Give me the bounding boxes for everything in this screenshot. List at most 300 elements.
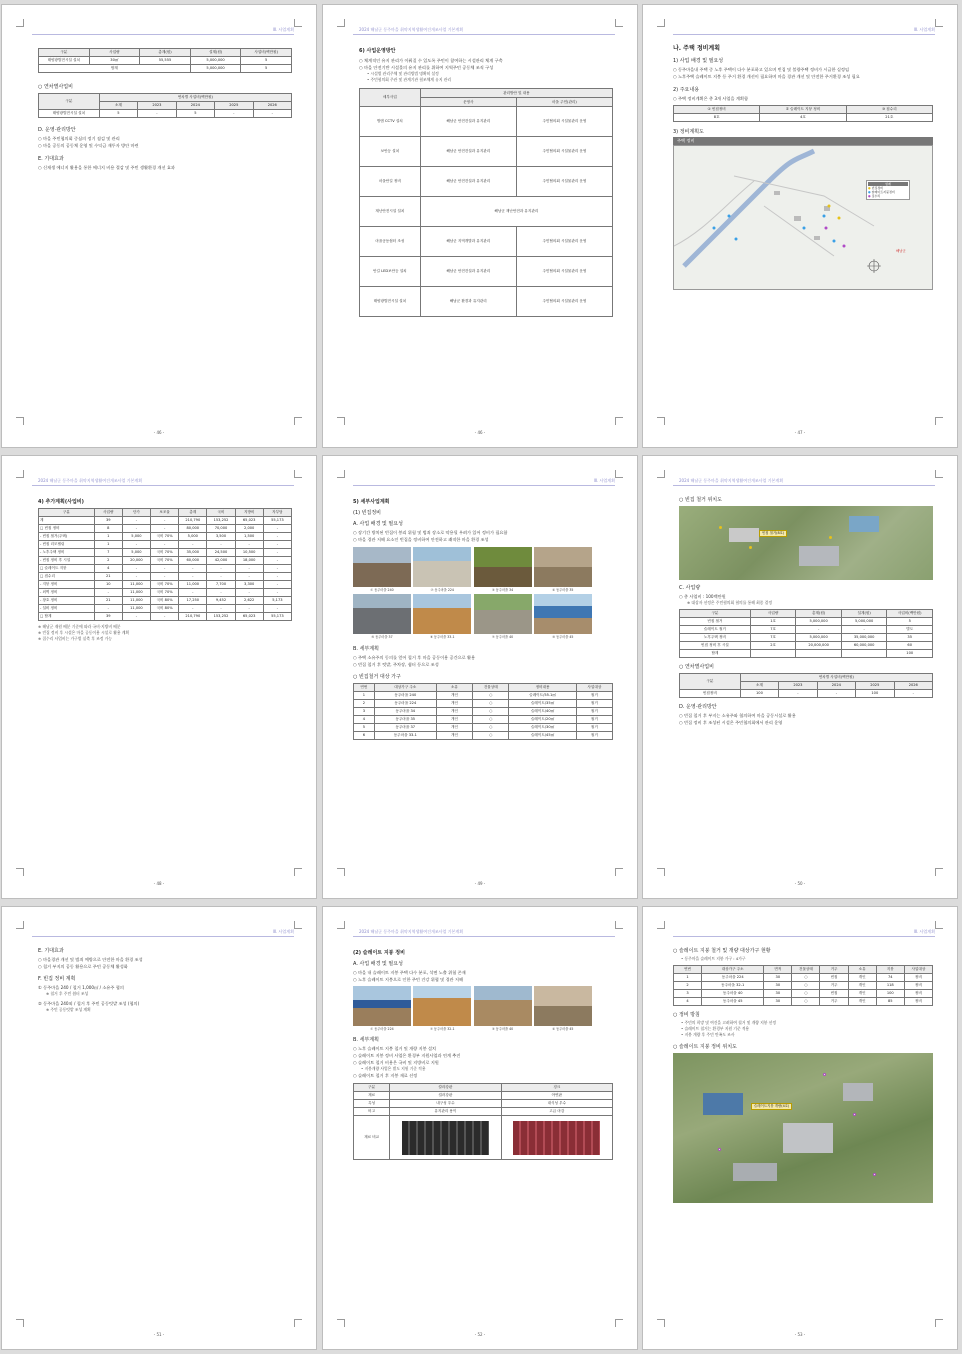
th: 사업량 (89, 49, 140, 57)
photo (534, 986, 592, 1031)
crop-mark (615, 19, 623, 27)
page-content (679, 492, 933, 726)
crop-mark (935, 470, 943, 478)
crop-mark (935, 921, 943, 929)
td: 별도 (887, 626, 933, 634)
crop-mark (935, 868, 943, 876)
management-table (359, 88, 613, 317)
crop-mark (337, 417, 345, 425)
map-graphic (674, 146, 924, 290)
td: 태양광발전시설 설치 (39, 110, 100, 118)
td: 10,500 (235, 549, 263, 557)
table-row (39, 533, 292, 541)
td: 11,000 (179, 581, 207, 589)
bullet: ○ 마을경관 개선 및 범죄 예방으로 안전한 마을 환경 조성 (38, 957, 143, 962)
td: 18,000 (235, 557, 263, 565)
td: 철거 (576, 716, 612, 724)
page-content (359, 41, 613, 320)
th: 대상가구 주소 (702, 966, 764, 974)
housing-summary-table (673, 105, 933, 122)
section-heading: D. 운영·관리방안 (679, 704, 717, 710)
td: - (235, 605, 263, 613)
td: 5,000,000 (190, 65, 241, 73)
bullet: ○ 철거 부지의 공동 활용으로 주민 공동체 활성화 (38, 964, 128, 969)
photo-caption: ① 동주마을 224 (370, 1027, 394, 1031)
td: 30㎡ (89, 57, 140, 65)
td: - (179, 541, 207, 549)
sub-bullet: • 지붕개량 사업은 별도 지원 기준 적용 (361, 1066, 426, 1071)
td: 동주마을 37 (374, 724, 436, 732)
td: 70,000 (207, 525, 235, 533)
th: 국비 (207, 509, 235, 517)
running-header: 2024 해남군 동주마을 취약지역생활여건개조사업 기본계획 (38, 478, 143, 483)
th: 사업비(백만원) (241, 49, 292, 57)
td: - (235, 565, 263, 573)
td: 개인 (436, 708, 472, 716)
td: 11,000 (122, 581, 150, 589)
td: - (263, 533, 291, 541)
td: ○ (473, 708, 509, 716)
td: 2,000 (235, 525, 263, 533)
td: 국비 70% (151, 557, 179, 565)
table-row (39, 605, 292, 613)
td: 9,452 (207, 597, 235, 605)
td: 100 (876, 990, 904, 998)
td: ○ (473, 700, 509, 708)
section-heading: C. 사업량 (679, 585, 701, 591)
td: 5,173 (263, 597, 291, 605)
td: 주민협의회 시설물관리 운영 (516, 107, 612, 137)
td: - 지붕 정비 (39, 581, 95, 589)
td: 35 (887, 634, 933, 642)
section-heading: 2) 주요내용 (673, 87, 700, 93)
td: 1 (94, 533, 122, 541)
td: 거주 (820, 998, 848, 1006)
section-heading: E. 기대효과 (38, 948, 64, 954)
td: 2 (94, 557, 122, 565)
th: 정비내용 (509, 684, 576, 692)
td: - (263, 581, 291, 589)
page-content (673, 41, 933, 290)
td: □ 합계 (39, 613, 95, 621)
td: 해남군 지역개발과 유지관리 (420, 227, 516, 257)
table-row (354, 708, 613, 716)
td: 컬러강판 (390, 1092, 501, 1100)
table-row (680, 642, 933, 650)
table-row (39, 557, 292, 565)
td: 30 (764, 974, 792, 982)
page-content (38, 943, 292, 1013)
td: 11,000 (122, 605, 150, 613)
section-heading: ○ 빈집철거 대상 가구 (353, 674, 401, 680)
td: 153,252 (207, 517, 235, 525)
crop-mark (615, 868, 623, 876)
td: ○ (473, 732, 509, 740)
photo (474, 594, 532, 639)
td: 5 (241, 65, 292, 73)
td: - (841, 626, 887, 634)
crop-mark (337, 470, 345, 478)
td: - (151, 541, 179, 549)
th: 면적 (764, 966, 792, 974)
bullet: ○ 마을 내 슬레이트 지붕 주택 다수 분포, 석면 노출 위험 존재 (353, 970, 466, 975)
table-row (354, 732, 613, 740)
th: 세부사업 (360, 89, 421, 107)
td: 24,500 (207, 549, 235, 557)
bullet: ○ 체계적인 유지 관리가 이뤄질 수 있도록 주민이 참여하는 시설관리 체계 구축 (359, 58, 503, 63)
note: ※ 대상자 선정은 주민협의회 협의를 통해 최종 결정 (687, 600, 772, 605)
td: 방범 CCTV 설치 (360, 107, 421, 137)
page-8 (322, 906, 638, 1350)
td: 아연판 (501, 1092, 612, 1100)
td: 개인 (436, 692, 472, 700)
td: 5,000 (179, 533, 207, 541)
td: 80,000 (179, 525, 207, 533)
section-heading: ○ 슬레이트 지붕 정비 위치도 (673, 1044, 737, 1050)
td: 동주마을 40 (702, 990, 764, 998)
td: 21호 (846, 114, 932, 122)
td: 태양광발전시설 설치 (360, 287, 421, 317)
header-rule (32, 485, 294, 486)
td: - 노후주택 정비 (39, 549, 95, 557)
td: 해남군 환경과 유지관리 (420, 287, 516, 317)
td: 2 (354, 700, 375, 708)
section-heading: B. 세부계획 (353, 646, 379, 652)
td: 1 (354, 692, 375, 700)
td: 5 (176, 110, 214, 118)
td: 7,700 (207, 581, 235, 589)
bullet: ○ 주택 정비계획은 총 3개 사업을 계획함 (673, 96, 748, 101)
td: 거주 (820, 982, 848, 990)
table-row (39, 565, 292, 573)
table-row (39, 589, 292, 597)
section-title: (2) 슬레이트 지붕 정비 (353, 950, 405, 956)
crop-mark (16, 470, 24, 478)
section-heading: ○ 빈집 철거 위치도 (679, 497, 722, 503)
td: 4 (354, 716, 375, 724)
td: 2 (674, 982, 702, 990)
th: 구분 (39, 94, 100, 110)
photo (413, 594, 471, 639)
map-legend: 범례 ● 빈집정비 ● 슬레이트지붕정비 ● 집수리 (866, 180, 910, 200)
td: - (207, 541, 235, 549)
section-heading: D. 운영·관리방안 (38, 127, 76, 133)
td: 3,300 (235, 581, 263, 589)
td: 10 (94, 581, 122, 589)
aerial-photo (679, 506, 933, 580)
note: ※ 집수리 사업비는 가구별 실측 후 조정 가능 (38, 636, 112, 641)
page-1 (1, 4, 317, 448)
td: 슬레이트/20㎡ (509, 716, 576, 724)
td: 55,555 (140, 57, 191, 65)
td: 35,000 (179, 549, 207, 557)
td: 55,173 (263, 517, 291, 525)
bullet: ○ 마을 주민협의회 중심의 정기 점검 및 관리 (38, 136, 120, 141)
td: 21 (94, 573, 122, 581)
td: 1호 (750, 618, 796, 626)
photo-row (353, 547, 613, 592)
td: 74 (876, 974, 904, 982)
td: 개인 (848, 982, 876, 990)
td: 안길 LED보안등 설치 (360, 257, 421, 287)
td: 5,000 (122, 533, 150, 541)
crop-mark (294, 868, 302, 876)
crop-mark (657, 921, 665, 929)
td: - (817, 690, 855, 698)
td: 재료 비교 (354, 1116, 390, 1160)
photo-caption: ⑧ 동주마을 45 (552, 635, 574, 639)
photo-row (353, 594, 613, 639)
th: 구분 (39, 49, 90, 57)
td: 비고 (354, 1108, 390, 1116)
photo (353, 986, 411, 1031)
td: 동주마을 240 (374, 692, 436, 700)
photo (534, 547, 592, 592)
td: 내구성 우수 (390, 1100, 501, 1108)
bullet: ○ 노후 슬레이트 지붕 철거 및 개량 지붕 설치 (353, 1046, 437, 1051)
td: 118 (876, 982, 904, 990)
td: 2호 (750, 642, 796, 650)
td: 5,000 (122, 549, 150, 557)
td: ○ (792, 974, 820, 982)
td: 55,173 (263, 613, 291, 621)
section-heading: A. 사업 배경 및 필요성 (353, 521, 403, 527)
td: 유지관리 용이 (390, 1108, 501, 1116)
td: 210,790 (179, 517, 207, 525)
td: 5 (887, 618, 933, 626)
th: 총계(원) (796, 610, 842, 618)
bullet: ○ 노후 슬레이트 지붕으로 인한 주민 건강 위협 및 경관 저해 (353, 977, 464, 982)
th: 2023 (138, 102, 176, 110)
td: 특성 (354, 1100, 390, 1108)
td: 100 (856, 690, 894, 698)
td: 5,000,000 (841, 618, 887, 626)
table-row (680, 626, 933, 634)
table-row (674, 974, 933, 982)
td: 국비 70% (151, 533, 179, 541)
bullet: ○ 장기간 방치된 빈집이 붕괴 위험 및 범죄 장소로 악용될 우려가 있어 정비가 필요함 (353, 530, 508, 535)
td: - (263, 557, 291, 565)
crop-mark (16, 417, 24, 425)
page-number: - 46 - (474, 430, 486, 435)
td: - 설비 정비 (39, 605, 95, 613)
th: 대상가구 주소 (374, 684, 436, 692)
cost-table (38, 508, 292, 621)
table-row (39, 525, 292, 533)
td: - (235, 573, 263, 581)
page-content (353, 492, 613, 743)
photo (353, 594, 411, 639)
table-row (680, 634, 933, 642)
td: 개인 (848, 990, 876, 998)
td: 주민협의회 시설물관리 운영 (516, 287, 612, 317)
note: ※ 주민 공동텃밭 조성 계획 (46, 1007, 91, 1012)
section-heading: A. 사업 배경 및 필요성 (353, 961, 403, 967)
page-4 (1, 455, 317, 899)
td: - (122, 517, 150, 525)
td: 153,252 (207, 613, 235, 621)
td: - (179, 589, 207, 597)
th: 사업대상 (576, 684, 612, 692)
th: 사업대상 (904, 966, 932, 974)
photo-caption: ① 동주마을 240 (370, 588, 394, 592)
page-content (38, 492, 292, 642)
bullet: ○ 슬레이트 철거 후 지붕 재료 선정 (353, 1073, 418, 1078)
td: - 외벽 정비 (39, 589, 95, 597)
td: 정비 (904, 974, 932, 982)
th: 소유 (848, 966, 876, 974)
crop-mark (657, 470, 665, 478)
th: 단가 (122, 509, 150, 517)
td: 동주마을 33-1 (374, 732, 436, 740)
section-title: 6) 사업운영방안 (359, 48, 396, 54)
bullet: ○ 빈집 철거 후 텃밭, 주차장, 쉼터 등으로 조성 (353, 662, 439, 667)
page-number: - 52 - (474, 1332, 486, 1337)
th: 칼라강판 (390, 1084, 501, 1092)
map-brand: 해남군 (896, 249, 906, 253)
section-heading: ○ 정비 방침 (673, 1012, 700, 1018)
th: 구분 (680, 674, 741, 690)
th: 자부담 (263, 509, 291, 517)
td: - (151, 613, 179, 621)
td: 20,000 (122, 557, 150, 565)
td: 4 (674, 998, 702, 1006)
th: 총계(원) (140, 49, 191, 57)
th: 연차별 사업비(백만원) (740, 674, 932, 682)
bullet: ○ 노후주택 슬레이트 지붕 등 주거 환경 개선이 필요하며 마을 경관 개선 및 안전한 주거환경 조성 필요 (673, 74, 860, 79)
th: ② 슬레이트 지붕 정비 (760, 106, 846, 114)
td: 해남군 안전건설과 유지관리 (420, 257, 516, 287)
td: 5,000,000 (190, 57, 241, 65)
sub-bullet: • 지붕 개량 후 주민 만족도 조사 (681, 1032, 735, 1037)
location-marker (823, 1073, 826, 1076)
crop-mark (615, 921, 623, 929)
td: 60,000 (179, 557, 207, 565)
td: 마을공동쉼터 조성 (360, 227, 421, 257)
running-header: Ⅲ. 사업계획 (594, 478, 615, 483)
vacant-cost-table (679, 609, 933, 658)
td: 20,000,000 (796, 642, 842, 650)
crop-mark (337, 1319, 345, 1327)
running-header: Ⅲ. 사업계획 (273, 929, 294, 934)
th: 마을 주민(관리) (516, 98, 612, 107)
td: ○ (792, 982, 820, 990)
sub-bullet: • 시설별 관리주체 및 관리방법 명확히 설정 (367, 71, 439, 76)
td: □ 빈집 정비 (39, 525, 95, 533)
page-content (673, 943, 933, 1203)
page-number: - 50 - (794, 881, 806, 886)
roof-sample-dark (390, 1116, 501, 1160)
section-title: 나. 주택 정비계획 (673, 45, 721, 52)
td: - (122, 565, 150, 573)
td: 빈집 정비 후 시설 (680, 642, 751, 650)
td: - (263, 589, 291, 597)
th: 2024 (817, 682, 855, 690)
header-rule (353, 485, 615, 486)
td: 5 (241, 57, 292, 65)
td: 해남군 안전건설과 유지관리 (420, 167, 516, 197)
legend-item: 집수리 (871, 194, 881, 198)
td: 국비 80% (151, 597, 179, 605)
td: 해남군 안전건설과 유지관리 (420, 137, 516, 167)
th: 연차별 사업비(백만원) (99, 94, 291, 102)
td: 7호 (750, 626, 796, 634)
td: 6 (354, 732, 375, 740)
td: - (894, 690, 932, 698)
th: 2025 (856, 682, 894, 690)
td: 동주마을 224 (374, 700, 436, 708)
td: 동주마을 34 (374, 708, 436, 716)
bullet: ○ 주택 소유주의 동의를 얻어 철거 후 마을 공동이용 공간으로 활용 (353, 655, 476, 660)
td: 국비 80% (151, 605, 179, 613)
td: 정비 (904, 998, 932, 1006)
section-heading: F. 빈집 정비 계획 (38, 976, 76, 982)
td: - (122, 541, 150, 549)
page-number: - 53 - (794, 1332, 806, 1337)
td: 철거 (576, 708, 612, 716)
td: - (207, 605, 235, 613)
photo-caption: ③ 동주마을 40 (491, 1027, 514, 1031)
header-rule (32, 936, 294, 937)
photo (413, 986, 471, 1031)
td: 철거 (576, 692, 612, 700)
td: 고급 마감 (501, 1108, 612, 1116)
header-rule (673, 936, 935, 937)
td: - (779, 690, 817, 698)
td: 주민협의회 시설물관리 운영 (516, 227, 612, 257)
location-marker (718, 1148, 721, 1151)
th: ① 빈집정비 (674, 106, 760, 114)
section-heading: 1) 사업 배경 및 필요성 (673, 58, 724, 64)
table-row (674, 998, 933, 1006)
photo-caption: ④ 동주마을 35 (552, 588, 574, 592)
table-row (354, 716, 613, 724)
td: - (151, 565, 179, 573)
crop-mark (657, 19, 665, 27)
running-header: Ⅲ. 사업계획 (273, 27, 294, 32)
td: 주민협의회 시설물관리 운영 (516, 257, 612, 287)
bullet: ① 동주마을 240 / 철거 1,000㎡ / 소유주 협의 (38, 985, 124, 990)
td: 주민협의회 시설물관리 운영 (516, 167, 612, 197)
td: - (179, 605, 207, 613)
td: 슬레이트/45㎡ (509, 732, 576, 740)
td: 노후주택 정비 (680, 634, 751, 642)
td: ○ (792, 990, 820, 998)
td: 계 (39, 517, 95, 525)
td: □ 집수리 (39, 573, 95, 581)
td: - (235, 541, 263, 549)
td: 개인 (848, 974, 876, 982)
td: 4호 (760, 114, 846, 122)
running-header: 2024 해남군 동주마을 취약지역생활여건개조사업 기본계획 (359, 929, 464, 934)
td: 내식성 우수 (501, 1100, 612, 1108)
table-row (680, 618, 933, 626)
td: 보안등 설치 (360, 137, 421, 167)
th: 소계 (740, 682, 778, 690)
td: 30 (764, 990, 792, 998)
th: 총계 (179, 509, 207, 517)
note: ※ 빈집 정비 후 시설은 마을 공동이용 시설로 활용 계획 (38, 630, 130, 635)
td: - (253, 110, 291, 118)
bullet: ○ 신재생 에너지 활용을 통한 에너지 비용 절감 및 주민 생활환경 개선 효과 (38, 165, 175, 170)
section-heading: E. 기대효과 (38, 156, 64, 162)
td: 11,000 (122, 597, 150, 605)
td: - 빈집 리모델링 (39, 541, 95, 549)
legend-item: 슬레이트지붕정비 (871, 190, 895, 194)
location-marker (853, 1113, 856, 1116)
td: 태양광발전시설 설치 (39, 57, 90, 65)
td: 5,000,000 (796, 634, 842, 642)
